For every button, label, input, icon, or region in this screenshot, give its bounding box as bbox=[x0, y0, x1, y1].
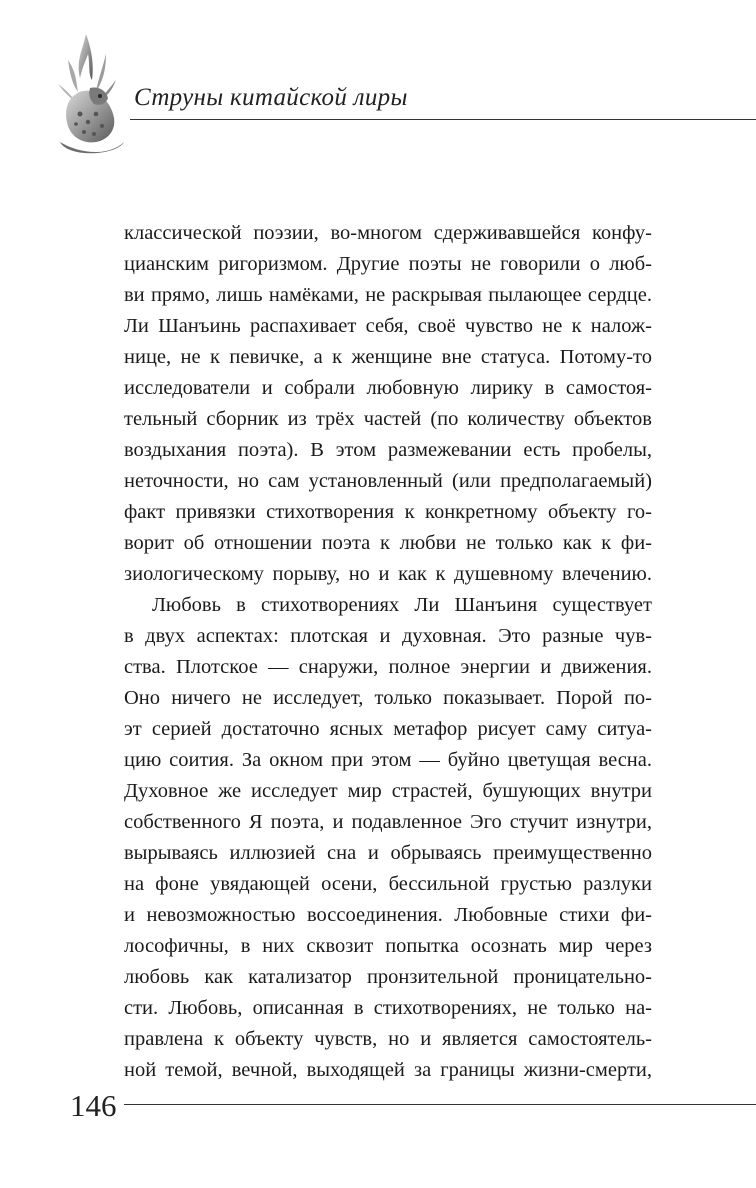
body-text bbox=[124, 218, 652, 1086]
text-line: в двух аспектах: плотская и духовная. Это разные чув- bbox=[124, 625, 652, 647]
text-line: классической поэзии, во-многом сдерживавшейся конфу- bbox=[124, 222, 652, 244]
text-line: Духовное же исследует мир страстей, бушующих внутри bbox=[124, 780, 652, 802]
paragraph-first-line: Любовь в стихотворениях Ли Шанъиня существует bbox=[152, 594, 652, 616]
header-rule bbox=[130, 119, 756, 120]
text-line: тельный сборник из трёх частей (по количеству объектов bbox=[124, 408, 652, 430]
text-line: Оно ничего не исследует, только показывает. Порой по- bbox=[124, 687, 652, 709]
text-line: зиологическому порыву, но и как к душевному влечению. bbox=[124, 563, 652, 585]
text-line: вырываясь иллюзией сна и обрываясь преимущественно bbox=[124, 842, 652, 864]
footer-rule bbox=[124, 1104, 756, 1105]
running-header-title: Струны китайской лиры bbox=[134, 84, 408, 111]
text-line: ви прямо, лишь намёками, не раскрывая пылающее сердце. bbox=[124, 284, 652, 306]
text-line: неточности, но сам установленный (или предполагаемый) bbox=[124, 470, 652, 492]
text-line: на фоне увядающей осени, бессильной грустью разлуки bbox=[124, 873, 652, 895]
text-line: Ли Шанъинь распахивает себя, своё чувство не к налож- bbox=[124, 315, 652, 337]
text-line: сти. Любовь, описанная в стихотворениях, не только на- bbox=[124, 997, 652, 1019]
text-line: собственного Я поэта, и подавленное Эго стучит изнутри, bbox=[124, 811, 652, 833]
text-line: цианским ригоризмом. Другие поэты не говорили о люб- bbox=[124, 253, 652, 275]
text-line: ной темой, вечной, выходящей за границы жизни-смерти, bbox=[124, 1059, 652, 1081]
text-line: эт серией достаточно ясных метафор рисует саму ситуа- bbox=[124, 718, 652, 740]
text-line: лософичны, в них сквозит попытка осознать мир через bbox=[124, 935, 652, 957]
text-line: нице, не к певичке, а к женщине вне статуса. Потому-то bbox=[124, 346, 652, 368]
text-line: исследователи и собрали любовную лирику в самостоя- bbox=[124, 377, 652, 399]
text-line: факт привязки стихотворения к конкретному объекту го- bbox=[124, 501, 652, 523]
text-line: любовь как катализатор пронзительной проницательно- bbox=[124, 966, 652, 988]
text-line: и невозможностью воссоединения. Любовные стихи фи- bbox=[124, 904, 652, 926]
dragon-figurine-icon bbox=[46, 30, 130, 160]
text-line: цию соития. За окном при этом — буйно цветущая весна. bbox=[124, 749, 652, 771]
text-line: ства. Плотское — снаружи, полное энергии и движения. bbox=[124, 656, 652, 678]
page-number: 146 bbox=[70, 1088, 117, 1123]
text-line: воздыхания поэта). В этом размежевании есть пробелы, bbox=[124, 439, 652, 461]
text-line: правлена к объекту чувств, но и является самостоятель- bbox=[124, 1028, 652, 1050]
text-line: ворит об отношении поэта к любви не только как к фи- bbox=[124, 532, 652, 554]
